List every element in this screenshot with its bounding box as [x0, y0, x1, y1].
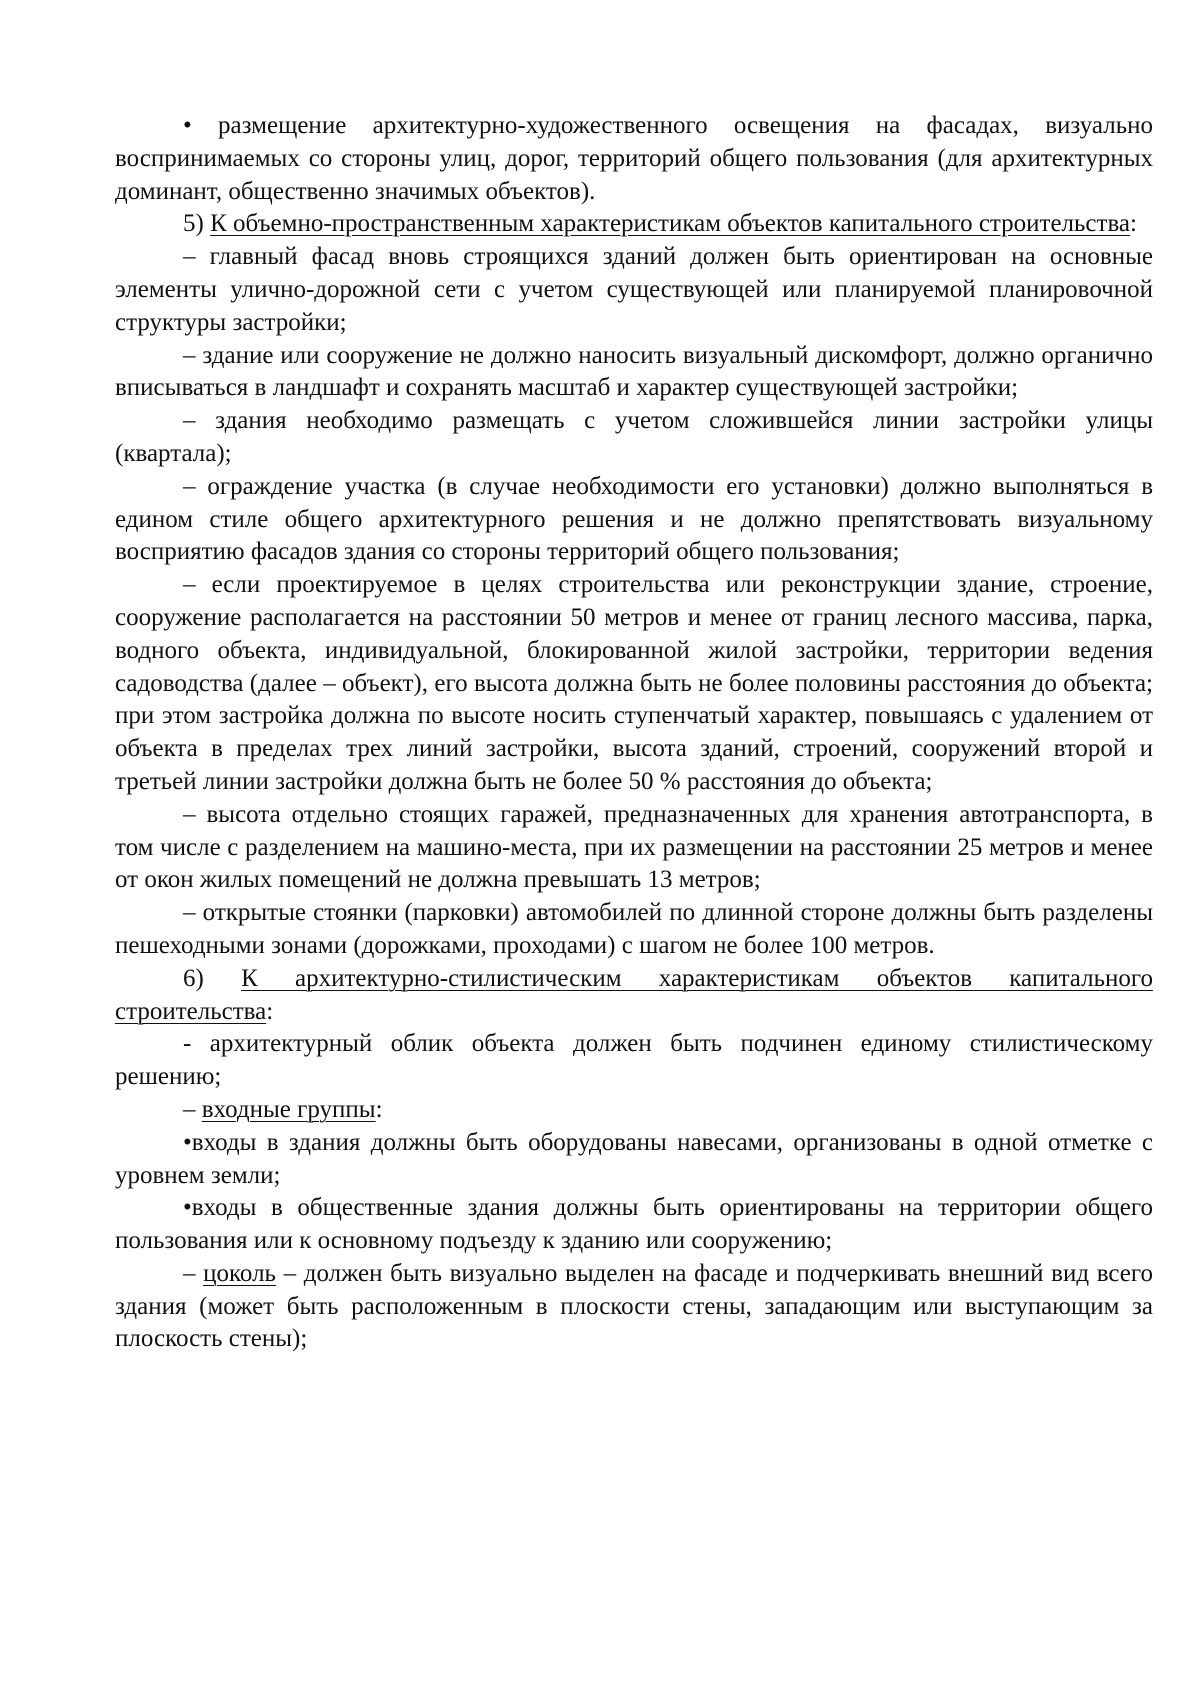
section-title-underlined: К архитектурно-стилистическим характеристикам объектов капитального строительства	[115, 964, 1154, 1025]
section-6-heading	[115, 963, 1153, 1029]
paragraph-entrance-orientation: •входы в общественные здания должны быть ориентированы на территории общего пользования или к основному подъезду к зданию или сооружению;	[115, 1194, 1153, 1255]
section-colon: :	[1130, 210, 1137, 238]
paragraph-height-limit: – если проектируемое в целях строительства или реконструкции здание, строение, сооружение располагается на расстоянии 50 метров и менее от границ лесного массива, парка, водного объекта, индивидуальной, блокированной жилой застройки, территории ведения садоводства (далее – объект), его высота должна быть не более половины расстояния до объекта; при этом застройка должна по высоте носить ступенчатый характер, повышаясь с удалением от объекта в пределах трех линий застройки, высота зданий, строений, сооружений второй и третьей линии застройки должна быть не более 50 % расстояния до объекта;	[115, 571, 1153, 795]
section-colon: :	[266, 997, 274, 1025]
paragraph-architectural-appearance: - архитектурный облик объекта должен быть подчинен единому стилистическому решению;	[115, 1030, 1153, 1091]
section-5-heading	[115, 208, 1153, 241]
plinth-term: цоколь	[203, 1259, 276, 1287]
paragraph-garages: – высота отдельно стоящих гаражей, предназначенных для хранения автотранспорта, в том числе с разделением на машино-места, при их размещении на расстоянии 25 метров и менее от окон жилых помещений не должна превышать 13 метров;	[115, 800, 1153, 894]
plinth-description: – должен быть визуально выделен на фасаде и подчеркивать внешний вид всего здания (может быть расположенным в плоскости стены, западающим или выступающим за плоскость стены);	[115, 1259, 1153, 1353]
section-number: 5)	[183, 210, 211, 238]
paragraph-building-line: – здания необходимо размещать с учетом сложившейся линии застройки улицы (квартала);	[115, 407, 1153, 467]
section-number: 6)	[183, 964, 242, 992]
paragraph-entrance-canopies: •входы в здания должны быть оборудованы навесами, организованы в одной отметке с уровнем земли;	[115, 1128, 1153, 1189]
dash-prefix: –	[183, 1095, 202, 1123]
term-colon: :	[375, 1095, 383, 1123]
section-title-underlined: К объемно-пространственным характеристикам объектов капитального строительства	[210, 210, 1131, 238]
paragraph-visual-discomfort: – здание или сооружение не должно наносить визуальный дискомфорт, должно органично вписываться в ландшафт и сохранять масштаб и характер существующей застройки;	[115, 341, 1153, 402]
paragraph-fencing: – ограждение участка (в случае необходимости его установки) должно выполняться в едином стиле общего архитектурного решения и не должно препятствовать визуальному восприятию фасадов здания со стороны территорий общего пользования;	[115, 472, 1153, 566]
dash-prefix: –	[183, 1259, 204, 1287]
paragraph-parking: – открытые стоянки (парковки) автомобилей по длинной стороне должны быть разделены пешеходными зонами (дорожками, проходами) с шагом не более 100 метров.	[115, 899, 1153, 959]
document-page	[115, 110, 1153, 1356]
paragraph-main-facade: – главный фасад вновь строящихся зданий должен быть ориентирован на основные элементы улично-дорожной сети с учетом существующей или планируемой планировочной структуры застройки;	[115, 243, 1153, 336]
entrance-groups-heading	[115, 1094, 1153, 1127]
entrance-groups-term: входные группы	[201, 1095, 376, 1123]
paragraph-plinth	[115, 1258, 1153, 1356]
paragraph-lighting-bullet: • размещение архитектурно-художественного освещения на фасадах, визуально воспринимаемых со стороны улиц, дорог, территорий общего пользования (для архитектурных доминант, общественно значимых объектов).	[115, 112, 1153, 205]
